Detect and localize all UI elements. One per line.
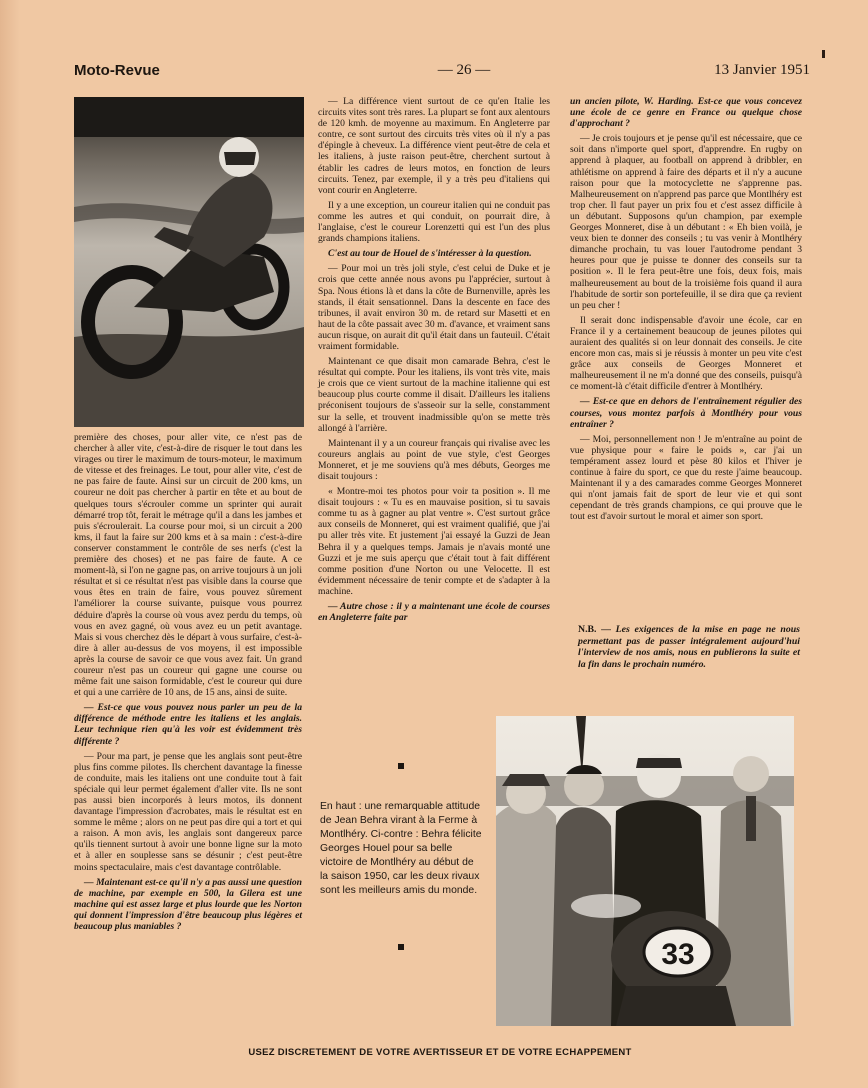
article-column-1 bbox=[74, 432, 302, 936]
margin-mark bbox=[822, 50, 825, 58]
photo-behra-houel bbox=[496, 716, 794, 1026]
photo-caption: En haut : une remarquable attitude de Jean Behra virant à la Ferme à Montlhéry. Ci-contre : Behra félicite Georges Houel pour sa belle victoire de Montlhéry au début de la saison 1950, car les deux rivaux sont les meilleurs amis du monde. bbox=[320, 801, 482, 896]
question: — Est-ce que vous pouvez nous parler un peu de la différence de méthode entre les italiens et les anglais. Leur technique rien qu'à les voir est évidemment très différente ? bbox=[74, 702, 302, 747]
page-footer: USEZ DISCRETEMENT DE VOTRE AVERTISSEUR ET DE VOTRE ECHAPPEMENT bbox=[248, 1047, 632, 1058]
question: C'est au tour de Houel de s'intéresser à la question. bbox=[328, 248, 532, 260]
page-edge-shadow bbox=[0, 0, 20, 1088]
paragraph: Il y a une exception, un coureur italien qui ne conduit pas comme les autres et qui conduit, on pourrait dire, à l'anglaise, c'est le coureur Lorenzetti qui est l'un des plus grands champions italiens. bbox=[318, 199, 550, 245]
question: un ancien pilote, W. Harding. Est-ce que vous concevez une école de ce genre en France ou quelque chose d'approchant ? bbox=[570, 96, 802, 130]
bullet-mark bbox=[398, 944, 404, 950]
article-column-2 bbox=[318, 96, 550, 627]
paragraph: « Montre-moi tes photos pour voir ta position ». Il me disait toujours : « Tu es en mauvaise position, si tu savais comme tu as à gagner au plat ventre ». C'est surtout grâce aux conseils de Monneret, qui est vraiment qualifié, que j'ai pu aller très vite. Et justement j'ai essayé la Guzzi de Jean Behra il y a quelques temps. Jamais je n'avais monté une Guzzi et je me suis aperçu que c'était tout à fait différent comme position d'une Norton ou une Velocette. Il est évidemment nécessaire de tenir compte et de s'adapter à la machine. bbox=[318, 486, 550, 597]
race-number: 33 bbox=[661, 938, 695, 971]
paragraph: — Pour ma part, je pense que les anglais sont peut-être plus fins comme pilotes. Ils cherchent davantage la finesse de conduite, mais les italiens ont une conduite tout à fait spéciale qui leur permet également d'aller vite. Ils ne sont pas aussi bien incorporés à leurs motos, ils donnent davantage l'impression d'acrobates, mais le résultat est en somme le même ; alors on ne peut pas dire qui a tort et qui a raison. A mon avis, les anglais sont dangereux parce qu'ils tiennent surtout à avoir une bonne ligne sur la moto et à aller en souplesse sans se désunir ; c'est peut-être moins spectaculaire, mais c'est davantage contrôlable. bbox=[74, 750, 302, 873]
paragraph: — Pour moi un très joli style, c'est celui de Duke et je crois que cette année nous avons pu l'apprécier, surtout à Spa. Nous étions là et dans la côte de Burnenville, après les stands, il était sensationnel. Dans la descente en face des tribunes, il avait environ 30 m. de retard sur Masetti et en haut de la côte passait avec 30 m. d'avance, et vraiment sans aucun risque, on aurait dit qu'il était dans un fauteuil. C'était vraiment formidable. bbox=[318, 263, 550, 352]
question: — Autre chose : il y a maintenant une école de courses en Angleterre faite par bbox=[318, 601, 550, 624]
paragraph: Maintenant il y a un coureur français qui rivalise avec les coureurs anglais au point de vue style, c'est Georges Monneret, et je me souviens qu'à mes débuts, Georges me disait toujours : bbox=[318, 437, 550, 482]
question: — Maintenant est-ce qu'il n'y a pas aussi une question de machine, par exemple en 500, la Gilera est une machine qui est assez large et plus lourde que les Norton qui donnent l'impression d'être beaucoup plus légères et beaucoup plus maniables ? bbox=[74, 876, 302, 933]
photo-behra-cornering bbox=[74, 97, 304, 427]
issue-date: 13 Janvier 1951 bbox=[714, 62, 810, 78]
page-number: — 26 — bbox=[437, 62, 491, 78]
paragraph: première des choses, pour aller vite, ce n'est pas de chercher à aller vite, c'est-à-dire de risquer le tout dans les virages ou tirer le maximum de tours-moteur, le maximum de vitesse et des freinages. Le tout, pour aller vite, c'est de ne pas faire de faute. Ainsi sur un circuit de 200 kms, un coureur ne doit pas chercher à partir en tête et au bout de quelques tours s'écrouler comme un sprinter qui aurait démarré trop tôt, ferait le métrage qu'il a dans les jambes et puis s'écroulerait. La course pour moi, si un circuit a 200 kms, il faut la faire sur 200 kms et à sa main : c'est-à-dire conserver constamment le contrôle de ses nerfs (c'est la première des choses) et ne pas faire de faute. A ce moment-là, si l'on ne gagne pas, on arrive toujours à un joli résultat et si ce résultat n'est pas visible dans la course que vous êtes en train de faire, vous pouvez sûrement l'améliorer la course suivante, puisque vous pourrez déduire d'après la course où vous avez perdu du temps, où vous en avez gagné, où vous avez eu un petit avantage. Mais si vous cherchez dès le départ à vous surfaire, c'est-à-dire à aller au-dessus de vos moyens, il est impossible après la course de savoir ce que vous avez fait. Un grand coureur n'est pas un coureur qui gagne une course ou même fait une saison formidable, c'est le coureur qui dure et qui a une carrière de 10 ans, de 15 ans, ainsi de suite. bbox=[74, 432, 302, 699]
article-column-3 bbox=[570, 96, 802, 526]
bullet-mark bbox=[398, 763, 404, 769]
paragraph: — Moi, personnellement non ! Je m'entraîne au point de vue physique pour « faire le poids », car j'ai un tempérament assez lourd et pèse 80 kilos et l'hiver je continue à faire du sport, ce que du reste j'aime beaucoup. Maintenant il y a des camarades comme Georges Monneret qui n'ont jamais fait de sport de leur vie et qui sont cependant de très grands champions, ce qui prouve que le tout est d'avoir surtout le moral et aimer son sport. bbox=[570, 433, 802, 523]
paragraph: Il serait donc indispensable d'avoir une école, car en France il y a certainement beaucoup de jeunes pilotes qui auraient des qualités si on leur donnait des conseils. Je cite encore mon cas, mais si je réussis à monter un peu vite c'est grâce aux conseils de Georges Monneret et malheureusement il ne m'a donné que des conseils, puisqu'à ce moment-là c'était difficile d'entrer à Montlhéry. bbox=[570, 314, 802, 393]
editor-note bbox=[578, 624, 800, 670]
page-header bbox=[74, 62, 810, 82]
note-text: Les exigences de la mise en page ne nous permettant pas de passer intégralement aujourd'hui l'interview de nos amis, nous en publierons la suite et la fin dans le prochain numéro. bbox=[578, 624, 800, 670]
magazine-title: Moto-Revue bbox=[74, 62, 160, 79]
paragraph: Maintenant ce que disait mon camarade Behra, c'est le résultat qui compte. Pour les italiens, ils vont très vite, mais je crois que ce vient surtout de la machine italienne qui est beaucoup plus courte comme il disait. D'ailleurs les italiens préconisent toujours de s'asseoir sur la selle, constamment sur la selle, et trouvent inadmissible qu'on se mette très allongé à l'arrière. bbox=[318, 356, 550, 434]
paragraph: — Je crois toujours et je pense qu'il est nécessaire, que ce soit dans n'importe quel sport, d'apprendre. En rugby on apprend à plaquer, au football on apprend à dribbler, en athlétisme on apprend à faire des départs et il n'y a aucune raison pour que la motocyclette ne s'apprenne pas. Malheureusement on n'apprend pas parce que Montlhéry est trop cher. Il faut payer un prix fou et c'est assez difficile à un débutant. Supposons qu'un champion, par exemple Georges Monneret, dise à un débutant : « Eh bien voilà, je veux bien te donner des conseils ; tu vas venir à Montlhéry dimanche prochain, tu vas louer l'autodrome pendant 3 heures pour que je puisse te donner des conseils sur ta position ». Il le fera peut-être une fois, deux fois, mais malheureusement au bout de la troisième fois quand il aura l'habitude de sortir son portefeuille, il se dira que ça revient un peu cher ! bbox=[570, 133, 802, 311]
note-label: N.B. — bbox=[578, 624, 611, 635]
paragraph: — La différence vient surtout de ce qu'en Italie les circuits vites sont très rares. La plupart se font aux alentours de 120 kmh. de moyenne au maximum. En Angleterre par contre, ce sont surtout des circuits très vites où il n'y a pas d'épingle à cheveux. La différence vient peut-être de cela et les italiens, à juste raison peut-être, cherchent surtout à établir les cadres de leurs motos, en fonction de leurs circuits. Tenez, par exemple, il y a très peu d'italiens qui vont courir en Angleterre. bbox=[318, 96, 550, 196]
question: — Est-ce que en dehors de l'entraînement régulier des courses, vous montez parfois à Montlhéry pour vous entraîner ? bbox=[570, 396, 802, 430]
